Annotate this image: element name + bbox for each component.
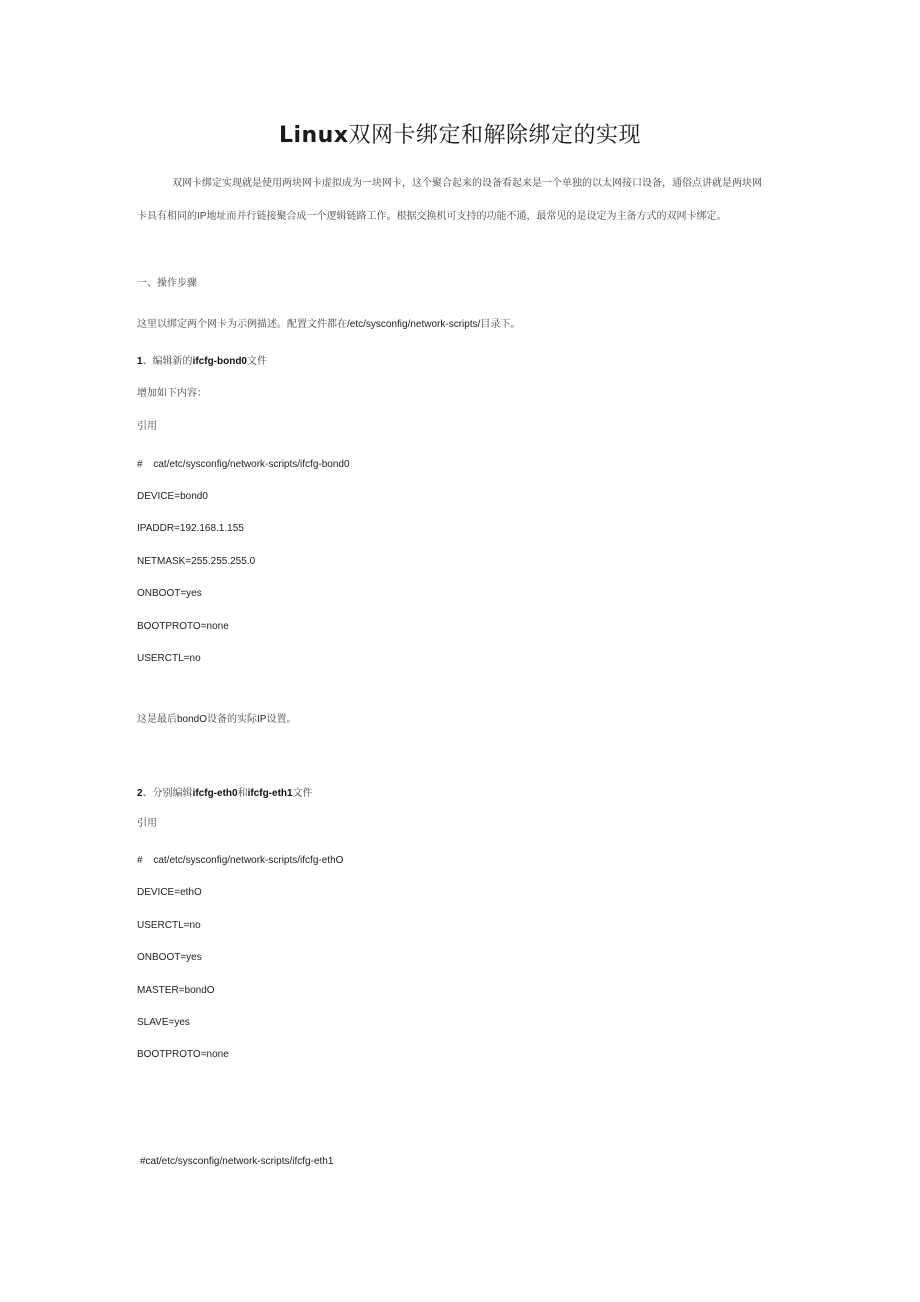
intro-line-2: 卡具有相同的IP地址而并行链接聚合成一个逻辑链路工作。根据交换机可支持的功能不通，最常见的是设定为主备方式的双网卡绑定。	[137, 211, 727, 222]
section-heading: 一、操作步骤	[137, 278, 197, 289]
note-suffix: 设置。	[266, 714, 297, 725]
step2-config-line: USERCTL=no	[137, 920, 201, 931]
step2-command: # cat/etc/sysconfig/network-scripts/ifcfg-ethO	[137, 855, 344, 866]
step2-config-line: SLAVE=yes	[137, 1017, 190, 1028]
step1-heading	[137, 355, 267, 369]
note-ip: IP	[257, 714, 267, 725]
step2-sep: 、分别编辑	[142, 788, 193, 799]
step1-sep: 、编辑新的	[142, 356, 193, 367]
step2-quote-label: 引用	[137, 818, 157, 829]
section-description	[137, 318, 520, 332]
step1-config-line: NETMASK=255.255.255.0	[137, 556, 256, 567]
step2-suffix: 文件	[292, 788, 313, 799]
desc-prefix: 这里以绑定两个网卡为示例描述。配置文件都在	[137, 319, 347, 330]
note-mid: 设备的实际	[207, 714, 258, 725]
step1-number: 1	[137, 356, 143, 367]
step1-config-line: DEVICE=bond0	[137, 491, 208, 502]
step1-quote-label: 引用	[137, 421, 157, 432]
note-device: bondO	[177, 714, 208, 725]
desc-path: /etc/sysconfig/network-scripts/	[347, 319, 481, 330]
step1-config-line: ONBOOT=yes	[137, 588, 202, 599]
step2-config-line: MASTER=bondO	[137, 985, 215, 996]
step2-command-eth1: #cat/etc/sysconfig/network-scripts/ifcfg-eth1	[140, 1156, 334, 1167]
step2-config-line: ONBOOT=yes	[137, 952, 202, 963]
step1-command: # cat/etc/sysconfig/network-scripts/ifcfg-bond0	[137, 459, 350, 470]
step2-file1: ifcfg-eth0	[192, 788, 238, 799]
document-title	[0, 118, 920, 149]
step1-config-line: USERCTL=no	[137, 653, 201, 664]
step2-config-line: BOOTPROTO=none	[137, 1049, 229, 1060]
step1-config-line: BOOTPROTO=none	[137, 621, 229, 632]
title-zh: 双网卡绑定和解除绑定的实现	[348, 122, 642, 147]
step1-suffix: 文件	[247, 356, 267, 367]
step2-config-line: DEVICE=ethO	[137, 887, 202, 898]
step2-heading	[137, 787, 313, 801]
intro-line-1: 双网卡绑定实现就是使用两块网卡虚拟成为一块网卡，这个聚合起来的设备看起来是一个单独的以太网接口设备，通俗点讲就是两块网	[172, 178, 762, 189]
step2-and: 和	[237, 788, 248, 799]
step2-file2: ifcfg-eth1	[247, 788, 293, 799]
step1-note	[137, 713, 296, 727]
note-prefix: 这是最后	[137, 714, 177, 725]
step1-add-content: 增加如下内容：	[137, 388, 207, 399]
step2-number: 2	[137, 788, 143, 799]
step1-file: ifcfg-bond0	[192, 356, 247, 367]
title-en: Linux	[278, 123, 349, 148]
desc-suffix: 目录下。	[480, 319, 521, 330]
step1-config-line: IPADDR=192.168.1.155	[137, 523, 244, 534]
